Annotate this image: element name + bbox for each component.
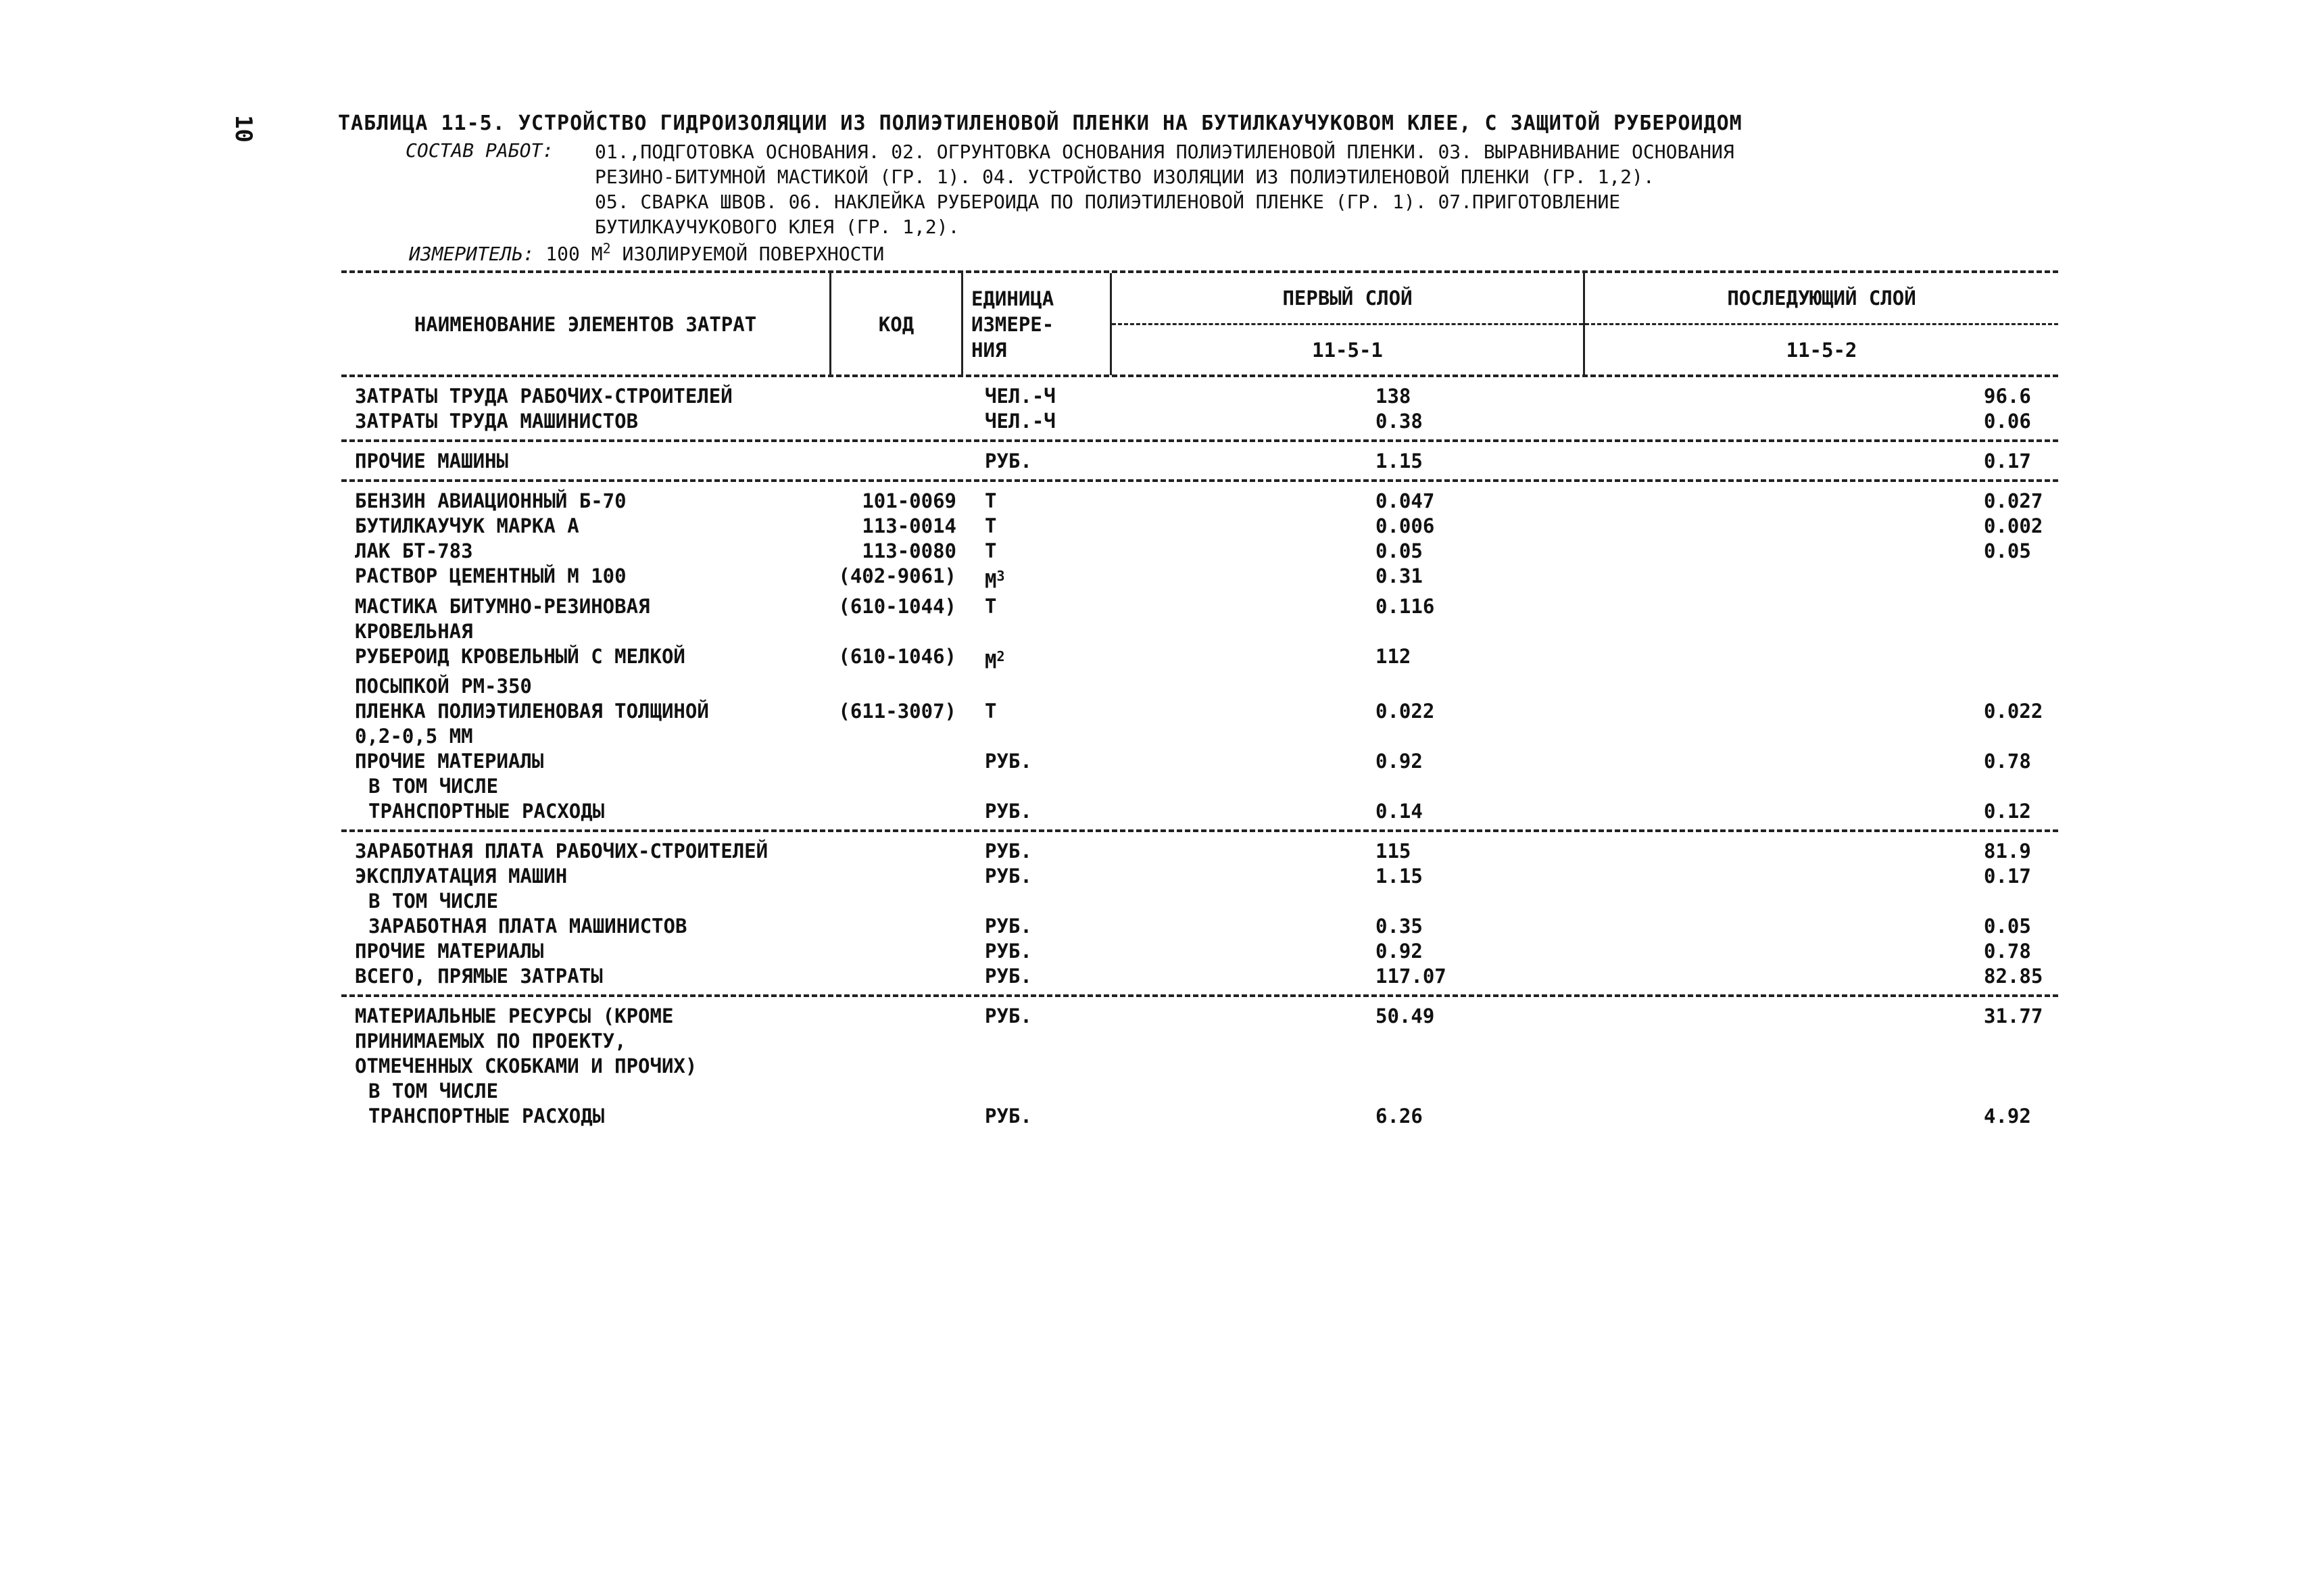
cost-element-name: ТРАНСПОРТНЫЕ РАСХОДЫ	[368, 800, 605, 823]
resource-code	[831, 914, 963, 939]
unit-of-measure	[963, 1079, 1112, 1104]
unit-base: РУБ.	[985, 865, 1032, 888]
unit-of-measure	[963, 489, 1112, 514]
unit-base: РУБ.	[985, 450, 1032, 473]
table-row	[341, 489, 2058, 514]
cost-element-name: ПРОЧИЕ МАШИНЫ	[355, 450, 508, 473]
resource-code	[831, 1079, 963, 1104]
cost-element-name: ВСЕГО, ПРЯМЫЕ ЗАТРАТЫ	[355, 965, 603, 988]
resource-code	[831, 839, 963, 864]
cost-element-name: ПРОЧИЕ МАТЕРИАЛЫ	[355, 940, 544, 963]
table-row	[341, 449, 2058, 474]
cost-element-name: ПОСЫПКОЙ РМ-350	[355, 675, 532, 698]
next-layer-value: 96.6	[1984, 385, 2031, 408]
resource-code	[831, 449, 963, 474]
unit-base: Т	[985, 514, 997, 537]
unit-exponent: 3	[996, 568, 1005, 584]
unit-of-measure	[963, 409, 1112, 434]
first-layer-value: 0.05	[1375, 539, 1423, 562]
header-next-layer-code: 11-5-2	[1786, 339, 1857, 362]
table-row	[341, 619, 2058, 644]
unit-base: РУБ.	[985, 965, 1032, 988]
unit-base: ЧЕЛ.-Ч	[985, 410, 1056, 433]
next-layer-value: 31.77	[1984, 1005, 2043, 1028]
header-code: КОД	[831, 273, 963, 375]
resource-code: 101-0069	[862, 489, 956, 512]
cost-element-name: МАСТИКА БИТУМНО-РЕЗИНОВАЯ	[355, 594, 650, 618]
first-layer-value	[1112, 889, 1585, 914]
unit-base: РУБ.	[985, 1105, 1032, 1128]
table-row	[341, 644, 2058, 675]
first-layer-value	[1112, 674, 1585, 699]
table-row	[341, 1054, 2058, 1079]
next-layer-value	[1585, 1079, 2058, 1104]
resource-code	[831, 864, 963, 889]
header-first-layer-code: 11-5-1	[1312, 339, 1383, 362]
unit-of-measure	[963, 449, 1112, 474]
first-layer-value: 117.07	[1375, 965, 1446, 988]
unit-base: РУБ.	[985, 800, 1032, 823]
table-section	[341, 377, 2058, 439]
resource-code	[831, 889, 963, 914]
cost-element-name: В ТОМ ЧИСЛЕ	[368, 1080, 499, 1103]
next-layer-value	[1585, 564, 2058, 594]
cost-element-name: ЛАК БТ-783	[355, 539, 473, 562]
next-layer-value: 82.85	[1984, 965, 2043, 988]
table-section	[341, 832, 2058, 994]
unit-of-measure	[963, 564, 1112, 594]
unit-of-measure	[963, 699, 1112, 724]
table-section	[341, 482, 2058, 829]
page-number: 10	[230, 115, 257, 143]
table-row	[341, 889, 2058, 914]
unit-base: М	[985, 569, 997, 593]
table-row	[341, 774, 2058, 799]
first-layer-value: 1.15	[1375, 450, 1423, 473]
resource-code	[831, 619, 963, 644]
resource-code	[831, 1104, 963, 1129]
unit-of-measure	[963, 839, 1112, 864]
measurement-unit-label: ИЗМЕРИТЕЛЬ:	[409, 243, 535, 266]
next-layer-value	[1585, 774, 2058, 799]
first-layer-value: 0.31	[1375, 564, 1423, 587]
first-layer-value	[1112, 1079, 1585, 1104]
table-body	[341, 377, 2058, 1134]
unit-base: РУБ.	[985, 940, 1032, 963]
resource-code	[831, 774, 963, 799]
table-row	[341, 594, 2058, 619]
unit-base: РУБ.	[985, 1005, 1032, 1028]
resource-code: (402-9061)	[838, 564, 956, 587]
unit-of-measure	[963, 644, 1112, 675]
resource-code	[831, 1029, 963, 1054]
cost-element-name: ОТМЕЧЕННЫХ СКОБКАМИ И ПРОЧИХ)	[355, 1055, 698, 1078]
cost-element-name: ЗАРАБОТНАЯ ПЛАТА МАШИНИСТОВ	[368, 915, 687, 938]
first-layer-value: 0.14	[1375, 800, 1423, 823]
table-row	[341, 839, 2058, 864]
first-layer-value	[1112, 1029, 1585, 1054]
unit-of-measure	[963, 964, 1112, 989]
cost-element-name: ТРАНСПОРТНЫЕ РАСХОДЫ	[368, 1105, 605, 1128]
first-layer-value: 50.49	[1375, 1005, 1435, 1028]
measurement-unit	[338, 241, 2095, 265]
cost-element-name: ЗАТРАТЫ ТРУДА РАБОЧИХ-СТРОИТЕЛЕЙ	[355, 385, 733, 408]
table-row	[341, 939, 2058, 964]
measurement-unit-exponent: 2	[602, 241, 611, 257]
unit-of-measure	[963, 749, 1112, 774]
next-layer-value: 0.027	[1984, 489, 2043, 512]
resource-code: (611-3007)	[838, 700, 956, 723]
unit-of-measure	[963, 539, 1112, 564]
next-layer-value: 0.06	[1984, 410, 2031, 433]
work-composition-text: 01.,ПОДГОТОВКА ОСНОВАНИЯ. 02. ОГРУНТОВКА ОСНОВАНИЯ ПОЛИЭТИЛЕНОВОЙ ПЛЕНКИ. 03. ВЫРАВНИВАНИЕ ОСНОВАНИЯ РЕЗИНО-БИТУМНОЙ МАСТИКОЙ (ГР. 1). 04. УСТРОЙСТВО ИЗОЛЯЦИИ ИЗ ПОЛИЭТИЛЕНОВОЙ ПЛЕНКИ (ГР. 1,2). 05. СВАРКА ШВОВ. 06. НАКЛЕЙКА РУБЕРОИДА ПО ПОЛИЭТИЛЕНОВОЙ ПЛЕНКЕ (ГР. 1). 07.ПРИГОТОВЛЕНИЕ БУТИЛКАУЧУКОВОГО КЛЕЯ (ГР. 1,2).	[595, 141, 1734, 238]
next-layer-value	[1585, 644, 2058, 675]
unit-of-measure	[963, 1029, 1112, 1054]
first-layer-value: 0.35	[1375, 915, 1423, 938]
header-unit	[963, 273, 1112, 375]
first-layer-value: 112	[1375, 644, 1411, 668]
unit-exponent: 2	[996, 648, 1005, 664]
unit-base: М	[985, 650, 997, 673]
unit-of-measure	[963, 889, 1112, 914]
unit-base: РУБ.	[985, 915, 1032, 938]
first-layer-value: 0.047	[1375, 489, 1435, 512]
next-layer-value: 0.022	[1984, 700, 2043, 723]
first-layer-value: 0.006	[1375, 514, 1435, 537]
resource-code	[831, 749, 963, 774]
next-layer-value	[1585, 594, 2058, 619]
resource-code	[831, 674, 963, 699]
cost-element-name: КРОВЕЛЬНАЯ	[355, 619, 473, 643]
cost-element-name: РАСТВОР ЦЕМЕНТНЫЙ М 100	[355, 564, 627, 587]
table-row	[341, 1104, 2058, 1129]
table-row	[341, 564, 2058, 594]
next-layer-value	[1585, 1054, 2058, 1079]
first-layer-value: 1.15	[1375, 865, 1423, 888]
unit-of-measure	[963, 799, 1112, 824]
table-row	[341, 1004, 2058, 1029]
first-layer-value: 138	[1375, 385, 1411, 408]
table-row	[341, 799, 2058, 824]
resource-code	[831, 724, 963, 749]
unit-of-measure	[963, 774, 1112, 799]
header-unit-line-1: ЕДИНИЦА	[971, 287, 1054, 310]
unit-base: Т	[985, 594, 997, 618]
next-layer-value	[1585, 889, 2058, 914]
header-unit-line-3: НИЯ	[971, 338, 1007, 362]
measurement-unit-value	[545, 243, 884, 265]
measurement-unit-value-base: 100 М	[545, 243, 603, 266]
table-row	[341, 964, 2058, 989]
table-section	[341, 442, 2058, 479]
header-first-layer-title: ПЕРВЫЙ СЛОЙ	[1282, 287, 1413, 310]
unit-of-measure	[963, 594, 1112, 619]
document-header	[338, 112, 2095, 265]
resource-code: 113-0080	[862, 539, 956, 562]
cost-element-name: ЭКСПЛУАТАЦИЯ МАШИН	[355, 865, 568, 888]
next-layer-value	[1585, 619, 2058, 644]
cost-element-name: 0,2-0,5 ММ	[355, 725, 473, 748]
table-row	[341, 749, 2058, 774]
unit-of-measure	[963, 384, 1112, 409]
cost-element-name: ПРОЧИЕ МАТЕРИАЛЫ	[355, 750, 544, 773]
resource-code: (610-1044)	[838, 594, 956, 618]
unit-base: Т	[985, 700, 997, 723]
next-layer-value	[1585, 674, 2058, 699]
first-layer-value: 0.92	[1375, 750, 1423, 773]
first-layer-value	[1112, 774, 1585, 799]
unit-base: ЧЕЛ.-Ч	[985, 385, 1056, 408]
first-layer-value: 0.022	[1375, 700, 1435, 723]
unit-of-measure	[963, 939, 1112, 964]
table-section	[341, 997, 2058, 1134]
unit-base: РУБ.	[985, 750, 1032, 773]
cost-element-name: ЗАТРАТЫ ТРУДА МАШИНИСТОВ	[355, 410, 639, 433]
next-layer-value: 0.17	[1984, 450, 2031, 473]
first-layer-value: 0.116	[1375, 594, 1435, 618]
unit-of-measure	[963, 1054, 1112, 1079]
resource-code	[831, 1004, 963, 1029]
next-layer-value: 0.78	[1984, 750, 2031, 773]
next-layer-value: 4.92	[1984, 1105, 2031, 1128]
resource-code	[831, 409, 963, 434]
table-row	[341, 914, 2058, 939]
unit-base: Т	[985, 539, 997, 562]
cost-element-name: ЗАРАБОТНАЯ ПЛАТА РАБОЧИХ-СТРОИТЕЛЕЙ	[355, 840, 769, 863]
first-layer-value: 0.38	[1375, 410, 1423, 433]
next-layer-value: 0.78	[1984, 940, 2031, 963]
unit-base: РУБ.	[985, 840, 1032, 863]
measurement-unit-value-rest: ИЗОЛИРУЕМОЙ ПОВЕРХНОСТИ	[610, 243, 885, 266]
unit-of-measure	[963, 864, 1112, 889]
table-row	[341, 384, 2058, 409]
table-row	[341, 539, 2058, 564]
unit-of-measure	[963, 619, 1112, 644]
next-layer-value: 0.05	[1984, 915, 2031, 938]
unit-of-measure	[963, 724, 1112, 749]
cost-element-name: БЕНЗИН АВИАЦИОННЫЙ Б-70	[355, 489, 627, 512]
table-row	[341, 514, 2058, 539]
table-row	[341, 724, 2058, 749]
header-unit-line-2: ИЗМЕРЕ-	[971, 312, 1054, 336]
work-composition-label: СОСТАВ РАБОТ:	[406, 139, 554, 162]
unit-base: Т	[985, 489, 997, 512]
cost-element-name: В ТОМ ЧИСЛЕ	[368, 890, 499, 913]
table-row	[341, 864, 2058, 889]
resource-code: (610-1046)	[838, 644, 956, 668]
resource-code	[831, 964, 963, 989]
next-layer-value: 0.12	[1984, 800, 2031, 823]
cost-element-name: МАТЕРИАЛЬНЫЕ РЕСУРСЫ (КРОМЕ	[355, 1005, 674, 1028]
table-row	[341, 409, 2058, 434]
header-next-layer	[1585, 273, 2058, 375]
work-composition	[338, 139, 2095, 239]
unit-of-measure	[963, 674, 1112, 699]
header-name: НАИМЕНОВАНИЕ ЭЛЕМЕНТОВ ЗАТРАТ	[341, 273, 831, 375]
unit-of-measure	[963, 1004, 1112, 1029]
cost-element-name: РУБЕРОИД КРОВЕЛЬНЫЙ С МЕЛКОЙ	[355, 644, 685, 668]
table-title: ТАБЛИЦА 11-5. УСТРОЙСТВО ГИДРОИЗОЛЯЦИИ ИЗ ПОЛИЭТИЛЕНОВОЙ ПЛЕНКИ НА БУТИЛКАУЧУКОВОМ КЛЕЕ, С ЗАЩИТОЙ РУБЕРОИДОМ	[338, 112, 1743, 135]
next-layer-value: 0.002	[1984, 514, 2043, 537]
unit-of-measure	[963, 914, 1112, 939]
resource-code: 113-0014	[862, 514, 956, 537]
resource-code	[831, 384, 963, 409]
cost-element-name: ПЛЕНКА ПОЛИЭТИЛЕНОВАЯ ТОЛЩИНОЙ	[355, 700, 709, 723]
table-header	[341, 273, 2058, 374]
header-first-layer	[1112, 273, 1585, 375]
next-layer-value: 81.9	[1984, 840, 2031, 863]
first-layer-value	[1112, 1054, 1585, 1079]
next-layer-value	[1585, 724, 2058, 749]
first-layer-value: 115	[1375, 840, 1411, 863]
first-layer-value	[1112, 724, 1585, 749]
first-layer-value: 0.92	[1375, 940, 1423, 963]
header-next-layer-title: ПОСЛЕДУЮЩИЙ СЛОЙ	[1727, 287, 1916, 310]
resource-code	[831, 799, 963, 824]
unit-of-measure	[963, 514, 1112, 539]
first-layer-value: 6.26	[1375, 1105, 1423, 1128]
table-row	[341, 699, 2058, 724]
unit-of-measure	[963, 1104, 1112, 1129]
resource-code	[831, 939, 963, 964]
next-layer-value: 0.05	[1984, 539, 2031, 562]
table-row	[341, 674, 2058, 699]
cost-table	[341, 270, 2058, 1134]
cost-element-name: БУТИЛКАУЧУК МАРКА А	[355, 514, 579, 537]
cost-element-name: В ТОМ ЧИСЛЕ	[368, 775, 499, 798]
next-layer-value	[1585, 1029, 2058, 1054]
table-row	[341, 1029, 2058, 1054]
next-layer-value: 0.17	[1984, 865, 2031, 888]
resource-code	[831, 1054, 963, 1079]
table-row	[341, 1079, 2058, 1104]
cost-element-name: ПРИНИМАЕМЫХ ПО ПРОЕКТУ,	[355, 1030, 627, 1053]
first-layer-value	[1112, 619, 1585, 644]
